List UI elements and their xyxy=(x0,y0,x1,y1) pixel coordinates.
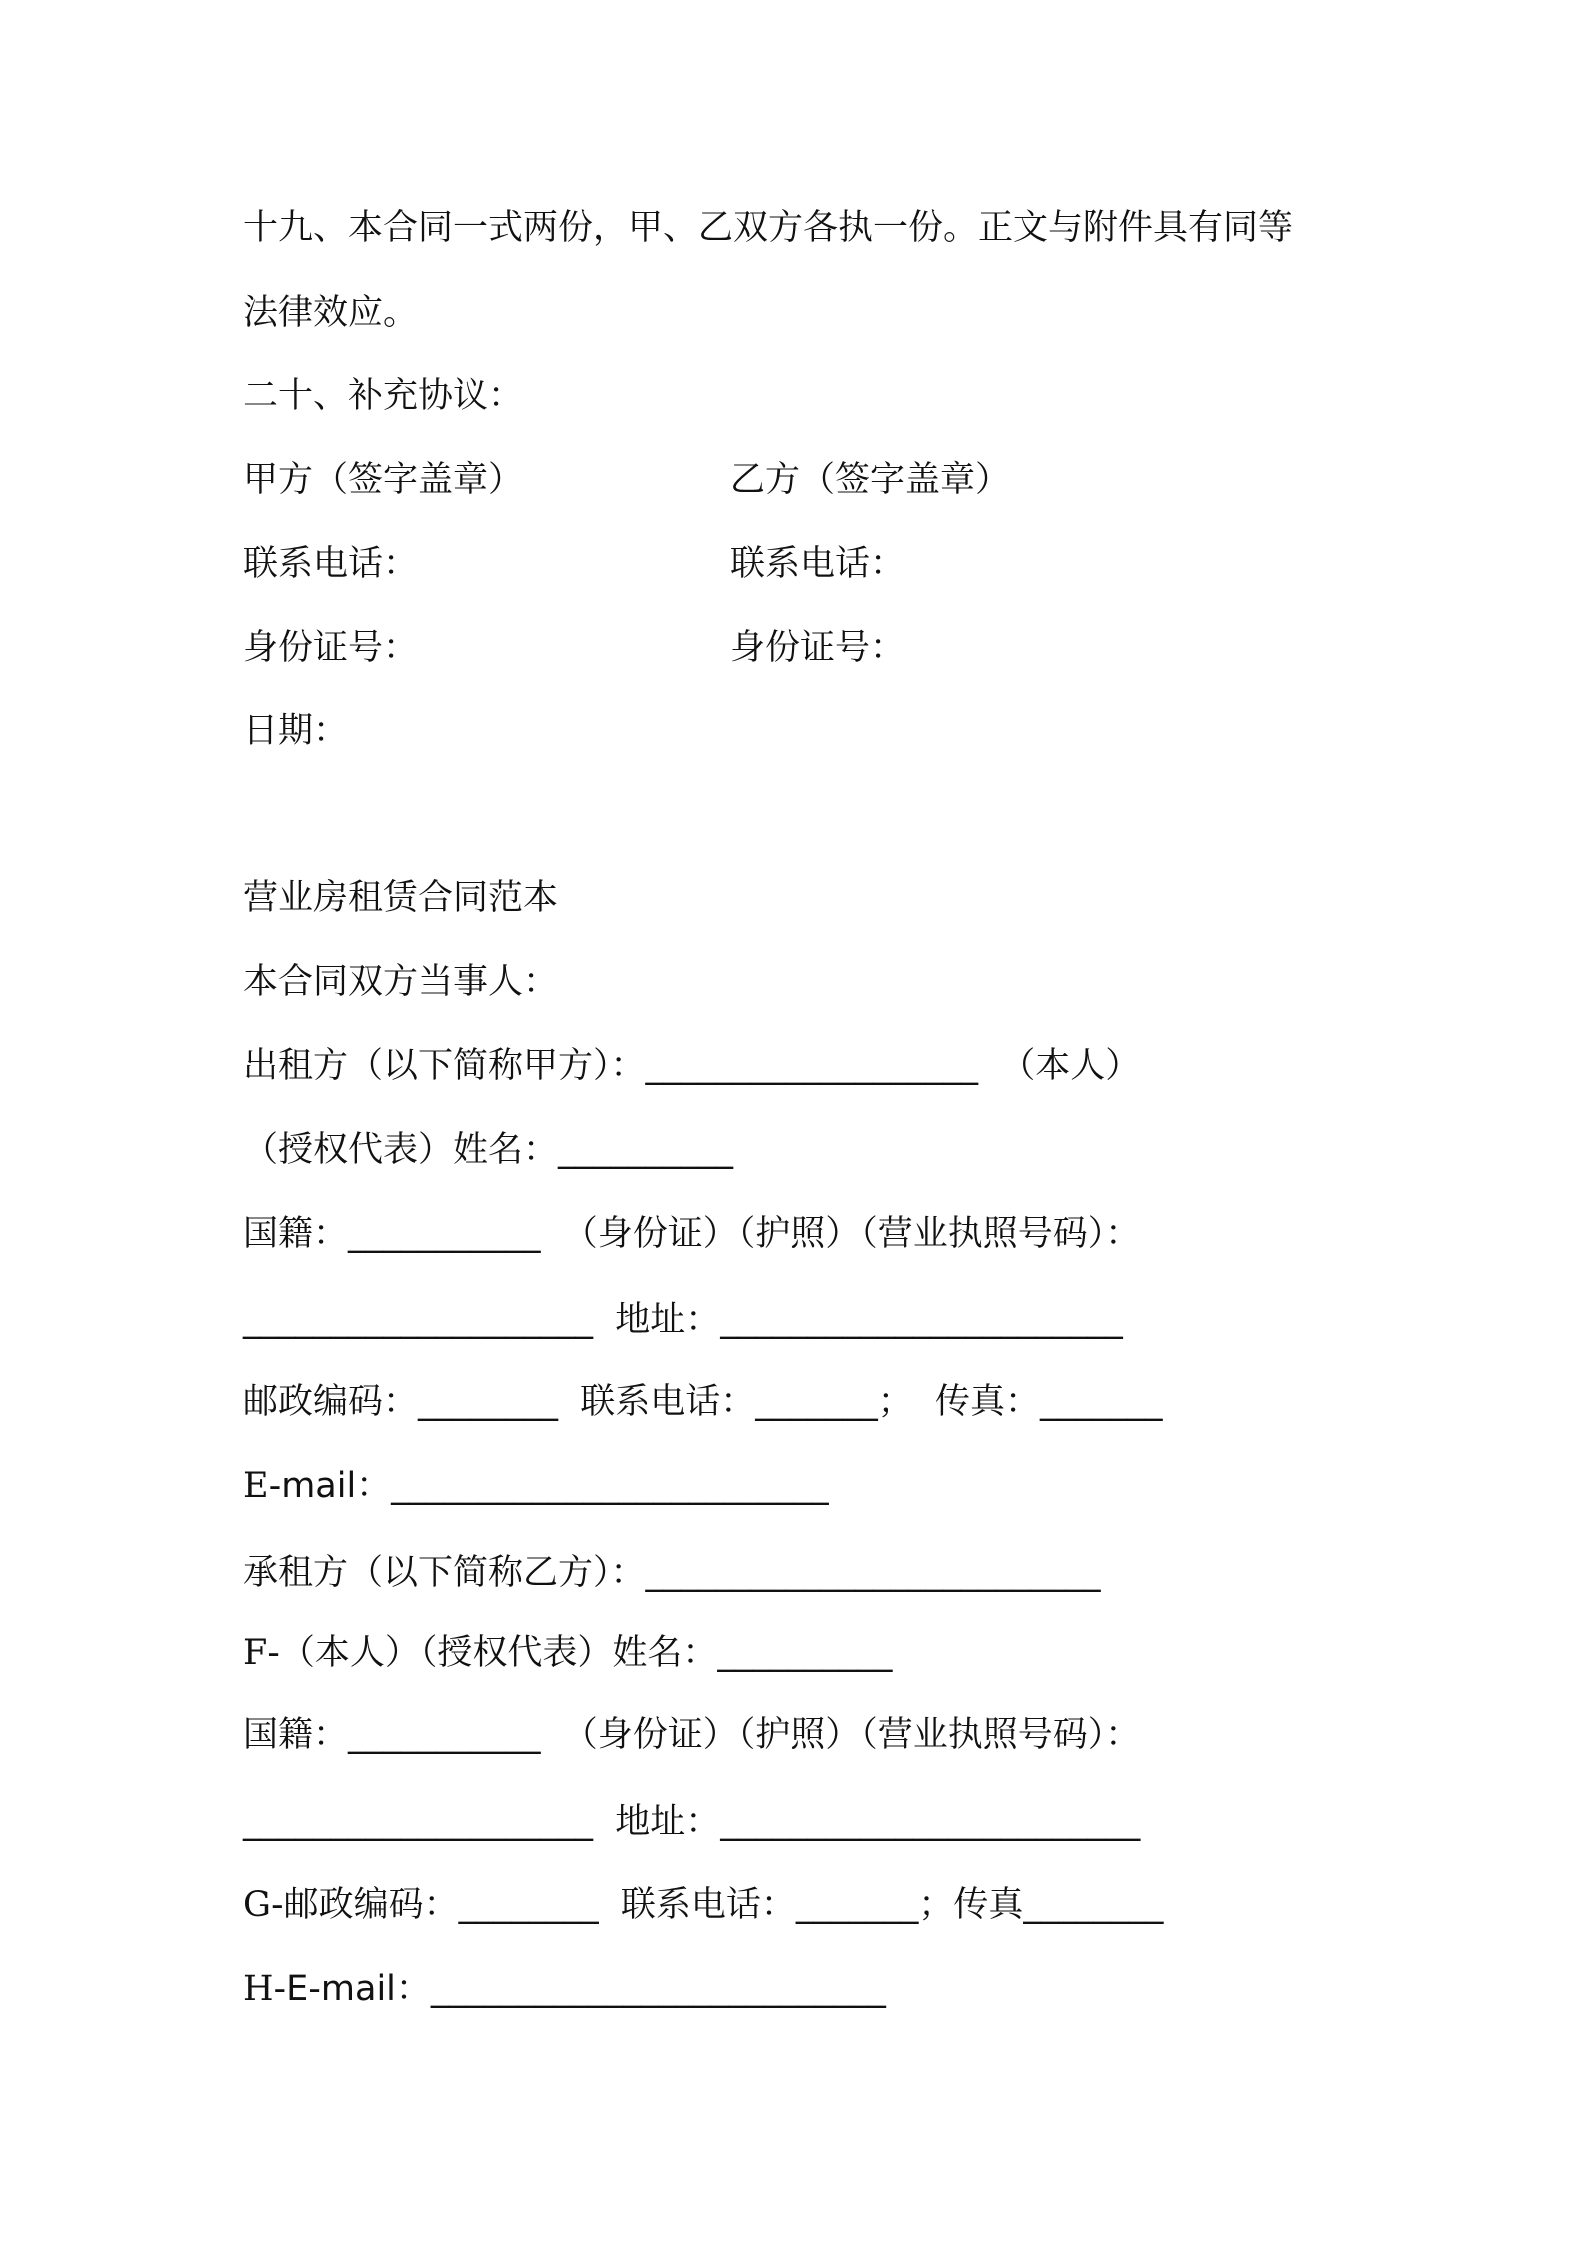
party-a-phone-label: 联系电话： xyxy=(243,544,419,584)
lessee-email-field: -E-mail：__________________________ xyxy=(273,1969,886,2009)
lessee-contact xyxy=(243,1883,1163,1927)
lessee-representative-field: -（本人）（授权代表）姓名：__________ xyxy=(267,1633,893,1673)
party-b-id-label: 身份证号： xyxy=(730,628,906,668)
lessor-email-prefix: E xyxy=(243,1466,269,1506)
clause-19-line-1: 十九、本合同一式两份，甲、乙双方各执一份。正文与附件具有同等 xyxy=(243,208,1294,248)
lessee-representative-prefix: F xyxy=(243,1633,268,1673)
lessee-contact-prefix: G xyxy=(243,1885,271,1925)
lessee-email xyxy=(243,1967,886,2011)
lessor-line-1: 出租方（以下简称甲方）：___________________ （本人） xyxy=(243,1046,1141,1086)
lessor-representative: （授权代表）姓名：__________ xyxy=(243,1130,734,1170)
clause-19-line-2: 法律效应。 xyxy=(243,293,419,333)
party-b-phone-label: 联系电话： xyxy=(730,544,906,584)
lessor-email-field: -mail：_________________________ xyxy=(268,1466,829,1506)
lessor-address: ____________________ 地址：_______________________ xyxy=(243,1300,1123,1340)
lessor-nationality: 国籍：___________ （身份证）（护照）（营业执照号码）： xyxy=(243,1214,1141,1254)
party-a-signature-label: 甲方（签字盖章） xyxy=(243,460,524,500)
date-label: 日期： xyxy=(243,711,349,751)
clause-20-heading: 二十、补充协议： xyxy=(243,376,524,416)
lessee-address: ____________________ 地址：________________________ xyxy=(243,1802,1141,1842)
party-a-id-label: 身份证号： xyxy=(243,628,419,668)
lessor-contact: 邮政编码：________ 联系电话：_______； 传真：_______ xyxy=(243,1382,1163,1422)
lessee-email-prefix: H xyxy=(243,1969,274,2009)
parties-intro: 本合同双方当事人： xyxy=(243,962,559,1002)
lessee-line-1: 承租方（以下简称乙方）：__________________________ xyxy=(243,1553,1101,1593)
lessee-contact-field: -邮政编码：________ 联系电话：_______；传真________ xyxy=(270,1885,1164,1925)
lessee-representative xyxy=(243,1631,892,1675)
party-b-signature-label: 乙方（签字盖章） xyxy=(730,460,1011,500)
lessor-email xyxy=(243,1464,829,1508)
lessee-nationality: 国籍：___________ （身份证）（护照）（营业执照号码）： xyxy=(243,1715,1141,1755)
template-title: 营业房租赁合同范本 xyxy=(243,878,559,918)
